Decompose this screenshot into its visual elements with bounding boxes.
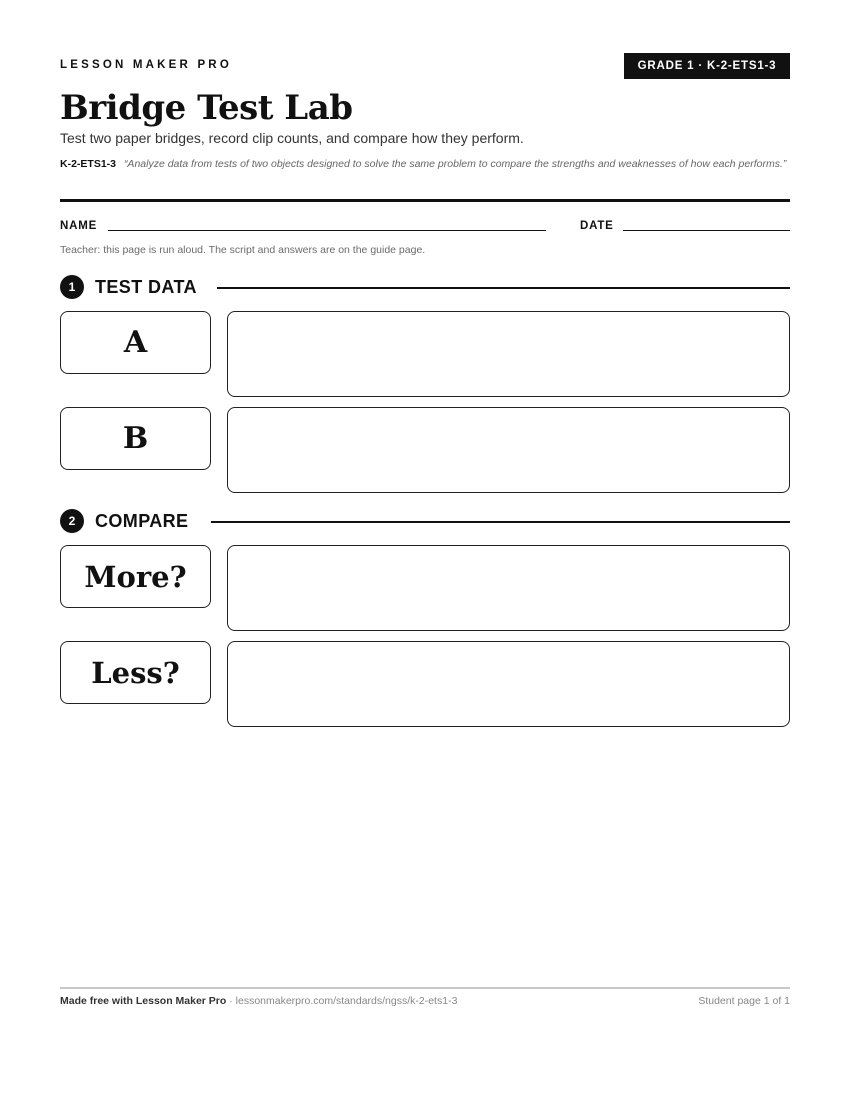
more-label: More? bbox=[60, 545, 211, 608]
footer-page-number: Student page 1 of 1 bbox=[698, 995, 790, 1007]
more-answer-box[interactable] bbox=[227, 545, 790, 631]
page-subtitle: Test two paper bridges, record clip counts, and compare how they perform. bbox=[60, 130, 524, 146]
section-test-data-heading bbox=[60, 275, 197, 299]
standard-code: K-2-ETS1-3 bbox=[60, 158, 117, 170]
less-answer-box[interactable] bbox=[227, 641, 790, 727]
section-title: TEST DATA bbox=[95, 276, 197, 297]
date-label: DATE bbox=[580, 220, 614, 232]
name-label: NAME bbox=[60, 220, 98, 232]
section-divider bbox=[217, 287, 790, 289]
footer-divider bbox=[60, 987, 790, 989]
header-divider bbox=[60, 199, 790, 202]
teacher-note: Teacher: this page is run aloud. The script and answers are on the guide page. bbox=[60, 244, 426, 256]
section-title: COMPARE bbox=[95, 510, 189, 531]
section-divider bbox=[211, 521, 790, 523]
section-compare-heading bbox=[60, 509, 188, 533]
grade-badge: GRADE 1 · K-2-ETS1-3 bbox=[624, 53, 790, 79]
standard-text: “Analyze data from tests of two objects designed to solve the same problem to compare the strengths and weaknesses of how each performs.” bbox=[123, 158, 787, 170]
bridge-a-answer-box[interactable] bbox=[227, 311, 790, 397]
footer-made-with: Made free with Lesson Maker Pro bbox=[60, 995, 227, 1007]
section-number: 2 bbox=[60, 509, 84, 533]
footer-url: · lessonmakerpro.com/standards/ngss/k-2-ets1-3 bbox=[226, 995, 458, 1007]
standard-statement bbox=[60, 156, 792, 172]
brand-name: LESSON MAKER PRO bbox=[60, 59, 232, 71]
less-label: Less? bbox=[60, 641, 211, 704]
bridge-b-label: B bbox=[60, 407, 211, 470]
page-title: Bridge Test Lab bbox=[60, 88, 353, 128]
date-field[interactable] bbox=[623, 230, 790, 231]
name-field[interactable] bbox=[108, 230, 546, 231]
bridge-b-answer-box[interactable] bbox=[227, 407, 790, 493]
footer-credit bbox=[60, 995, 457, 1007]
bridge-a-label: A bbox=[60, 311, 211, 374]
section-number: 1 bbox=[60, 275, 84, 299]
